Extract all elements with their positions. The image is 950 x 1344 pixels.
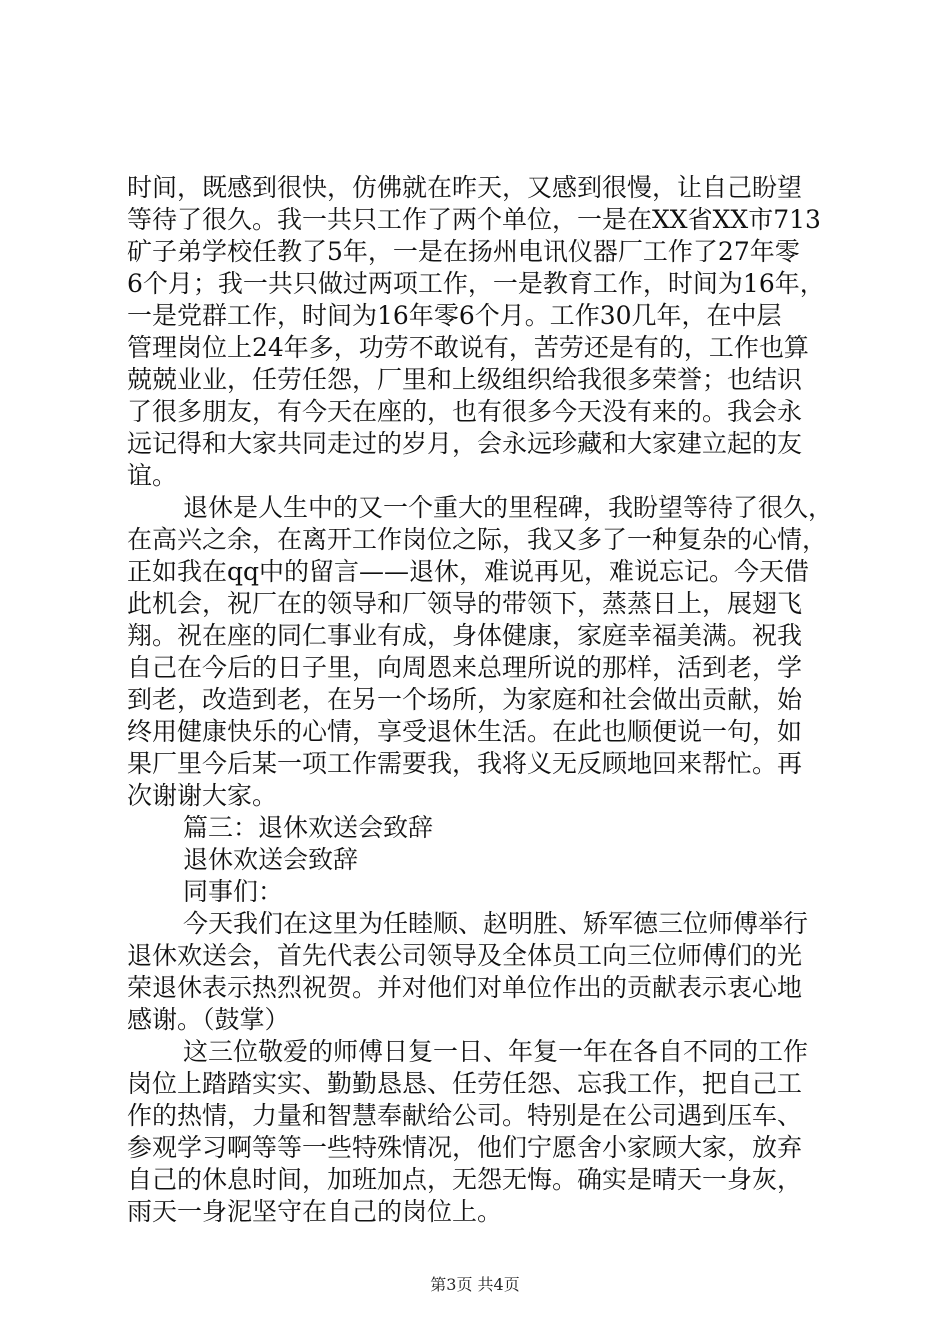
text-line: 时间，既感到很快，仿佛就在昨天，又感到很慢，让自己盼望 [127, 173, 803, 202]
text-line: 感谢。（鼓掌） [127, 1005, 290, 1034]
text-line: 在高兴之余，在离开工作岗位之际，我又多了一种复杂的心情， [127, 525, 828, 554]
text-line: 篇三：退休欢送会致辞 [183, 813, 434, 842]
paragraph [127, 908, 832, 1036]
text-line: 6个月；我一共只做过两项工作，一是教育工作，时间为16年， [127, 269, 825, 298]
text-line: 退休欢送会致辞 [183, 845, 359, 874]
text-line: 果厂里今后某一项工作需要我，我将义无反顾地回来帮忙。再 [127, 749, 803, 778]
text-line: 次谢谢大家。 [127, 781, 278, 810]
text-line: 今天我们在这里为任睦顺、赵明胜、矫军德三位师傅举行 [183, 909, 809, 938]
text-line: 兢兢业业，任劳任怨，厂里和上级组织给我很多荣誉；也结识 [127, 365, 803, 394]
text-line: 了很多朋友，有今天在座的，也有很多今天没有来的。我会永 [127, 397, 803, 426]
paragraph [127, 844, 832, 876]
text-line: 参观学习啊等等一些特殊情况，他们宁愿舍小家顾大家，放弃 [127, 1133, 803, 1162]
text-line: 远记得和大家共同走过的岁月，会永远珍藏和大家建立起的友 [127, 429, 803, 458]
text-line: 退休是人生中的又一个重大的里程碑，我盼望等待了很久， [183, 493, 834, 522]
text-line: 翔。祝在座的同仁事业有成，身体健康，家庭幸福美满。祝我 [127, 621, 803, 650]
paragraph [127, 1036, 832, 1228]
text-line: 退休欢送会，首先代表公司领导及全体员工向三位师傅们的光 [127, 941, 803, 970]
document-body [127, 172, 832, 1228]
text-line: 到老，改造到老，在另一个场所，为家庭和社会做出贡献，始 [127, 685, 803, 714]
text-line: 岗位上踏踏实实、勤勤恳恳、任劳任怨、忘我工作，把自己工 [127, 1069, 803, 1098]
paragraph [127, 492, 832, 812]
text-line: 雨天一身泥坚守在自己的岗位上。 [127, 1197, 503, 1226]
paragraph [127, 172, 832, 492]
text-line: 矿子弟学校任教了5年，一是在扬州电讯仪器厂工作了27年零 [127, 237, 800, 266]
text-line: 自己在今后的日子里，向周恩来总理所说的那样，活到老，学 [127, 653, 803, 682]
text-line: 等待了很久。我一共只工作了两个单位，一是在XX省XX市713 [127, 205, 821, 234]
text-line: 同事们： [183, 877, 284, 906]
text-line: 作的热情，力量和智慧奉献给公司。特别是在公司遇到压车、 [127, 1101, 803, 1130]
text-line: 正如我在qq中的留言——退休，难说再见，难说忘记。今天借 [127, 557, 810, 586]
text-line: 管理岗位上24年多，功劳不敢说有，苦劳还是有的，工作也算 [127, 333, 809, 362]
paragraph [127, 876, 832, 908]
text-line: 荣退休表示热烈祝贺。并对他们对单位作出的贡献表示衷心地 [127, 973, 803, 1002]
text-line: 一是党群工作，时间为16年零6个月。工作30几年，在中层 [127, 301, 782, 330]
text-line: 自己的休息时间，加班加点，无怨无悔。确实是晴天一身灰， [127, 1165, 803, 1194]
text-line: 谊。 [127, 461, 178, 490]
paragraph [127, 812, 832, 844]
text-line: 终用健康快乐的心情，享受退休生活。在此也顺便说一句，如 [127, 717, 803, 746]
text-line: 这三位敬爱的师傅日复一日、年复一年在各自不同的工作 [183, 1037, 809, 1066]
page-footer: 第3页 共4页 [430, 1275, 520, 1294]
text-line: 此机会，祝厂在的领导和厂领导的带领下，蒸蒸日上，展翅飞 [127, 589, 803, 618]
